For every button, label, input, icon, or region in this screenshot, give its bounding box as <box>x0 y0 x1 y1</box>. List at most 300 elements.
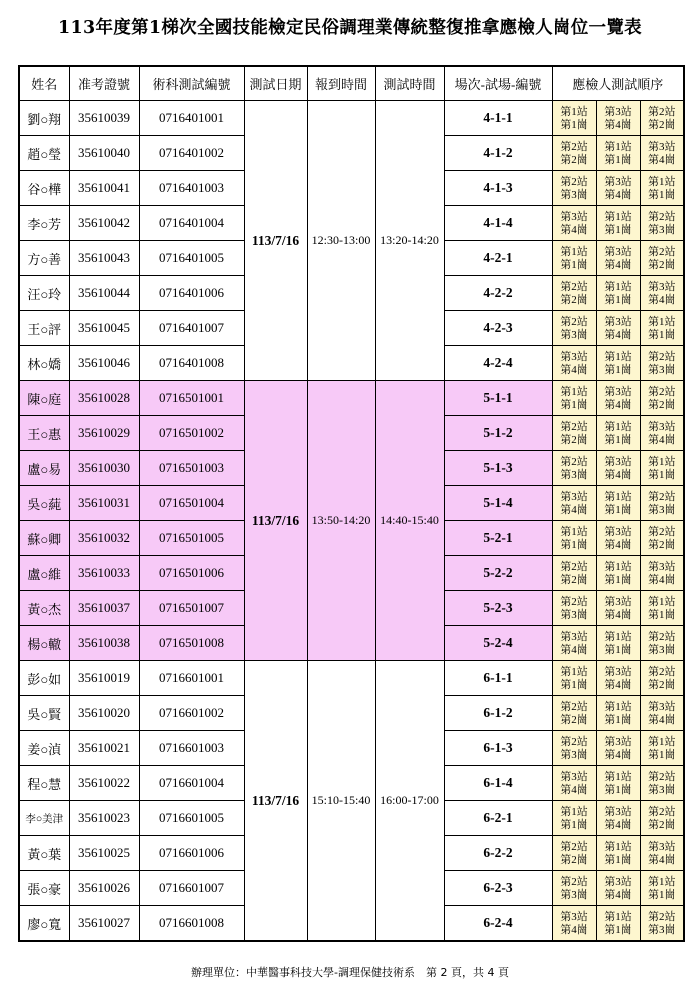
cell-test-code: 0716501003 <box>139 451 244 486</box>
cell-checkin: 12:30-13:00 <box>307 101 375 381</box>
cell-ticket: 35610027 <box>69 906 139 942</box>
order-station: 第2站 <box>648 490 676 503</box>
order-station: 第2站 <box>560 315 588 328</box>
cell-order-1 <box>552 381 596 416</box>
cell-order-2 <box>596 871 640 906</box>
page-footer: 辦理單位：中華醫事科技大學-調理保健技術系 第 2 頁，共 4 頁 <box>191 966 509 979</box>
table-body <box>19 101 684 942</box>
cell-order-1 <box>552 486 596 521</box>
cell-name: 李○芳 <box>19 206 69 241</box>
order-station: 第1站 <box>560 245 588 258</box>
order-post: 第1崗 <box>604 363 632 376</box>
cell-ticket: 35610039 <box>69 101 139 136</box>
order-post: 第1崗 <box>604 223 632 236</box>
cell-site: 5-1-3 <box>444 451 552 486</box>
order-station: 第3站 <box>604 735 632 748</box>
cell-order-3 <box>640 871 684 906</box>
cell-ticket: 35610045 <box>69 311 139 346</box>
order-station: 第2站 <box>648 630 676 643</box>
order-station: 第2站 <box>648 770 676 783</box>
cell-name: 汪○玲 <box>19 276 69 311</box>
cell-site: 6-1-3 <box>444 731 552 766</box>
order-station: 第3站 <box>604 175 632 188</box>
order-post: 第1崗 <box>560 678 588 691</box>
cell-site: 6-2-1 <box>444 801 552 836</box>
cell-site: 6-1-1 <box>444 661 552 696</box>
cell-ticket: 35610033 <box>69 556 139 591</box>
cell-site: 5-2-3 <box>444 591 552 626</box>
order-station: 第3站 <box>560 630 588 643</box>
cell-order-2 <box>596 171 640 206</box>
order-station: 第2站 <box>648 210 676 223</box>
cell-test-code: 0716401003 <box>139 171 244 206</box>
cell-test-time: 13:20-14:20 <box>375 101 444 381</box>
cell-name: 王○惠 <box>19 416 69 451</box>
cell-order-2 <box>596 626 640 661</box>
order-post: 第1崗 <box>560 538 588 551</box>
order-station: 第2站 <box>648 805 676 818</box>
order-station: 第1站 <box>604 490 632 503</box>
order-post: 第2崗 <box>560 293 588 306</box>
order-station: 第2站 <box>648 105 676 118</box>
cell-date: 113/7/16 <box>244 101 307 381</box>
order-post: 第1崗 <box>604 153 632 166</box>
order-station: 第2站 <box>560 140 588 153</box>
order-post: 第3崗 <box>560 608 588 621</box>
order-station: 第1站 <box>648 455 676 468</box>
cell-name: 李○美津 <box>19 801 69 836</box>
order-post: 第1崗 <box>604 573 632 586</box>
cell-ticket: 35610043 <box>69 241 139 276</box>
cell-site: 5-2-4 <box>444 626 552 661</box>
cell-order-2 <box>596 696 640 731</box>
cell-test-code: 0716401007 <box>139 311 244 346</box>
cell-order-3 <box>640 696 684 731</box>
cell-order-1 <box>552 556 596 591</box>
cell-order-2 <box>596 486 640 521</box>
order-post: 第4崗 <box>648 573 676 586</box>
cell-order-3 <box>640 451 684 486</box>
order-station: 第3站 <box>560 210 588 223</box>
cell-checkin: 13:50-14:20 <box>307 381 375 661</box>
cell-ticket: 35610021 <box>69 731 139 766</box>
order-post: 第2崗 <box>648 678 676 691</box>
order-station: 第3站 <box>648 420 676 433</box>
order-post: 第4崗 <box>604 258 632 271</box>
order-post: 第3崗 <box>560 748 588 761</box>
cell-site: 4-1-3 <box>444 171 552 206</box>
cell-order-3 <box>640 626 684 661</box>
cell-site: 5-2-1 <box>444 521 552 556</box>
cell-test-code: 0716601008 <box>139 906 244 942</box>
cell-name: 趙○瑩 <box>19 136 69 171</box>
table-row <box>19 101 684 136</box>
order-post: 第4崗 <box>560 783 588 796</box>
cell-order-1 <box>552 661 596 696</box>
cell-order-1 <box>552 836 596 871</box>
order-station: 第1站 <box>648 735 676 748</box>
order-post: 第1崗 <box>648 888 676 901</box>
cell-ticket: 35610038 <box>69 626 139 661</box>
cell-test-code: 0716601002 <box>139 696 244 731</box>
cell-order-1 <box>552 591 596 626</box>
order-post: 第3崗 <box>648 363 676 376</box>
cell-ticket: 35610023 <box>69 801 139 836</box>
order-station: 第2站 <box>560 875 588 888</box>
cell-ticket: 35610030 <box>69 451 139 486</box>
cell-checkin: 15:10-15:40 <box>307 661 375 942</box>
order-station: 第3站 <box>604 385 632 398</box>
cell-order-3 <box>640 311 684 346</box>
cell-ticket: 35610019 <box>69 661 139 696</box>
cell-order-1 <box>552 521 596 556</box>
cell-ticket: 35610029 <box>69 416 139 451</box>
order-post: 第4崗 <box>648 433 676 446</box>
order-post: 第4崗 <box>648 853 676 866</box>
order-post: 第4崗 <box>648 153 676 166</box>
cell-name: 林○嬌 <box>19 346 69 381</box>
order-post: 第1崗 <box>604 643 632 656</box>
table-row <box>19 381 684 416</box>
cell-date: 113/7/16 <box>244 661 307 942</box>
cell-test-code: 0716601005 <box>139 801 244 836</box>
cell-order-3 <box>640 906 684 942</box>
order-post: 第4崗 <box>648 293 676 306</box>
cell-order-1 <box>552 311 596 346</box>
cell-order-3 <box>640 766 684 801</box>
cell-order-3 <box>640 136 684 171</box>
schedule-table-wrapper <box>18 65 685 942</box>
header-date: 測試日期 <box>244 66 307 101</box>
order-station: 第1站 <box>560 665 588 678</box>
order-station: 第3站 <box>604 595 632 608</box>
order-post: 第1崗 <box>604 853 632 866</box>
order-post: 第1崗 <box>648 188 676 201</box>
header-checkin: 報到時間 <box>307 66 375 101</box>
cell-name: 吳○蒓 <box>19 486 69 521</box>
cell-order-1 <box>552 276 596 311</box>
cell-name: 彭○如 <box>19 661 69 696</box>
cell-order-3 <box>640 206 684 241</box>
order-post: 第2崗 <box>560 853 588 866</box>
order-station: 第1站 <box>604 140 632 153</box>
order-station: 第2站 <box>648 245 676 258</box>
cell-order-3 <box>640 171 684 206</box>
order-post: 第1崗 <box>604 713 632 726</box>
cell-name: 王○評 <box>19 311 69 346</box>
cell-site: 4-2-2 <box>444 276 552 311</box>
cell-test-code: 0716501007 <box>139 591 244 626</box>
order-station: 第2站 <box>560 455 588 468</box>
cell-test-code: 0716501002 <box>139 416 244 451</box>
order-post: 第4崗 <box>648 713 676 726</box>
cell-order-3 <box>640 486 684 521</box>
cell-site: 4-2-4 <box>444 346 552 381</box>
cell-order-3 <box>640 661 684 696</box>
order-station: 第1站 <box>648 175 676 188</box>
cell-date: 113/7/16 <box>244 381 307 661</box>
order-post: 第3崗 <box>648 223 676 236</box>
order-station: 第3站 <box>604 875 632 888</box>
cell-site: 6-1-2 <box>444 696 552 731</box>
order-station: 第3站 <box>648 700 676 713</box>
order-station: 第3站 <box>604 665 632 678</box>
order-station: 第3站 <box>560 910 588 923</box>
order-station: 第2站 <box>560 280 588 293</box>
order-station: 第1站 <box>560 105 588 118</box>
order-station: 第3站 <box>560 350 588 363</box>
order-station: 第2站 <box>560 840 588 853</box>
order-post: 第1崗 <box>560 258 588 271</box>
cell-site: 4-1-4 <box>444 206 552 241</box>
cell-order-1 <box>552 451 596 486</box>
order-post: 第2崗 <box>648 818 676 831</box>
order-station: 第3站 <box>648 560 676 573</box>
order-station: 第3站 <box>604 525 632 538</box>
cell-ticket: 35610046 <box>69 346 139 381</box>
cell-order-1 <box>552 101 596 136</box>
order-post: 第2崗 <box>560 153 588 166</box>
order-station: 第1站 <box>560 805 588 818</box>
cell-order-2 <box>596 661 640 696</box>
order-station: 第1站 <box>560 525 588 538</box>
cell-site: 4-2-3 <box>444 311 552 346</box>
order-station: 第2站 <box>560 595 588 608</box>
cell-ticket: 35610044 <box>69 276 139 311</box>
cell-name: 方○善 <box>19 241 69 276</box>
order-post: 第4崗 <box>604 538 632 551</box>
cell-name: 程○慧 <box>19 766 69 801</box>
cell-test-code: 0716601003 <box>139 731 244 766</box>
cell-test-code: 0716401006 <box>139 276 244 311</box>
cell-order-3 <box>640 276 684 311</box>
order-post: 第4崗 <box>560 223 588 236</box>
order-post: 第4崗 <box>560 363 588 376</box>
order-station: 第1站 <box>604 840 632 853</box>
order-station: 第3站 <box>648 280 676 293</box>
cell-site: 6-1-4 <box>444 766 552 801</box>
order-post: 第4崗 <box>604 468 632 481</box>
order-post: 第2崗 <box>560 713 588 726</box>
cell-order-2 <box>596 766 640 801</box>
cell-order-2 <box>596 206 640 241</box>
cell-order-2 <box>596 556 640 591</box>
order-post: 第2崗 <box>648 398 676 411</box>
cell-test-code: 0716601006 <box>139 836 244 871</box>
cell-ticket: 35610040 <box>69 136 139 171</box>
cell-order-2 <box>596 416 640 451</box>
cell-test-code: 0716401004 <box>139 206 244 241</box>
order-station: 第1站 <box>604 630 632 643</box>
cell-order-2 <box>596 906 640 942</box>
cell-test-code: 0716501005 <box>139 521 244 556</box>
order-station: 第1站 <box>604 560 632 573</box>
cell-site: 5-1-4 <box>444 486 552 521</box>
cell-order-2 <box>596 591 640 626</box>
cell-name: 廖○寬 <box>19 906 69 942</box>
cell-test-code: 0716501008 <box>139 626 244 661</box>
cell-test-code: 0716601007 <box>139 871 244 906</box>
cell-name: 劉○翔 <box>19 101 69 136</box>
order-station: 第1站 <box>560 385 588 398</box>
order-station: 第2站 <box>648 525 676 538</box>
cell-order-3 <box>640 416 684 451</box>
order-post: 第3崗 <box>648 923 676 936</box>
order-post: 第1崗 <box>648 748 676 761</box>
cell-site: 5-1-2 <box>444 416 552 451</box>
cell-site: 4-1-2 <box>444 136 552 171</box>
table-header-row <box>19 66 684 101</box>
header-name: 姓名 <box>19 66 69 101</box>
order-station: 第3站 <box>604 455 632 468</box>
order-station: 第1站 <box>648 875 676 888</box>
order-station: 第3站 <box>604 805 632 818</box>
order-post: 第1崗 <box>604 433 632 446</box>
cell-order-1 <box>552 871 596 906</box>
order-post: 第4崗 <box>560 503 588 516</box>
order-station: 第3站 <box>604 245 632 258</box>
cell-test-code: 0716601004 <box>139 766 244 801</box>
cell-test-code: 0716401002 <box>139 136 244 171</box>
order-post: 第2崗 <box>560 573 588 586</box>
order-post: 第4崗 <box>604 118 632 131</box>
cell-order-2 <box>596 241 640 276</box>
cell-order-3 <box>640 556 684 591</box>
cell-order-3 <box>640 241 684 276</box>
order-station: 第1站 <box>604 770 632 783</box>
order-station: 第2站 <box>648 385 676 398</box>
order-post: 第3崗 <box>560 888 588 901</box>
cell-order-2 <box>596 731 640 766</box>
cell-order-1 <box>552 241 596 276</box>
order-post: 第3崗 <box>648 503 676 516</box>
cell-test-time: 16:00-17:00 <box>375 661 444 942</box>
order-post: 第1崗 <box>604 783 632 796</box>
cell-order-1 <box>552 731 596 766</box>
order-station: 第1站 <box>648 315 676 328</box>
cell-name: 盧○易 <box>19 451 69 486</box>
cell-name: 黃○葉 <box>19 836 69 871</box>
cell-order-2 <box>596 311 640 346</box>
cell-name: 黃○杰 <box>19 591 69 626</box>
cell-site: 5-1-1 <box>444 381 552 416</box>
header-site: 場次-試場-編號 <box>444 66 552 101</box>
cell-order-2 <box>596 451 640 486</box>
order-station: 第1站 <box>604 280 632 293</box>
cell-order-2 <box>596 276 640 311</box>
cell-test-code: 0716501006 <box>139 556 244 591</box>
order-station: 第3站 <box>604 105 632 118</box>
cell-order-2 <box>596 381 640 416</box>
order-station: 第2站 <box>560 560 588 573</box>
order-post: 第1崗 <box>604 503 632 516</box>
order-station: 第3站 <box>560 770 588 783</box>
cell-test-time: 14:40-15:40 <box>375 381 444 661</box>
order-station: 第2站 <box>560 700 588 713</box>
cell-order-1 <box>552 696 596 731</box>
order-station: 第1站 <box>604 700 632 713</box>
order-post: 第4崗 <box>604 818 632 831</box>
cell-order-2 <box>596 346 640 381</box>
cell-test-code: 0716401008 <box>139 346 244 381</box>
order-post: 第4崗 <box>604 398 632 411</box>
cell-name: 吳○賢 <box>19 696 69 731</box>
order-station: 第2站 <box>648 350 676 363</box>
order-station: 第3站 <box>648 140 676 153</box>
order-post: 第2崗 <box>560 433 588 446</box>
cell-ticket: 35610032 <box>69 521 139 556</box>
order-station: 第1站 <box>604 210 632 223</box>
order-post: 第4崗 <box>604 748 632 761</box>
cell-test-code: 0716501004 <box>139 486 244 521</box>
header-test-code: 術科測試編號 <box>139 66 244 101</box>
cell-site: 4-1-1 <box>444 101 552 136</box>
order-post: 第2崗 <box>648 118 676 131</box>
cell-order-3 <box>640 836 684 871</box>
cell-ticket: 35610025 <box>69 836 139 871</box>
cell-site: 6-2-4 <box>444 906 552 942</box>
cell-order-3 <box>640 346 684 381</box>
order-station: 第2站 <box>560 420 588 433</box>
cell-order-3 <box>640 101 684 136</box>
order-post: 第1崗 <box>560 118 588 131</box>
cell-ticket: 35610022 <box>69 766 139 801</box>
order-post: 第2崗 <box>648 258 676 271</box>
order-station: 第2站 <box>648 910 676 923</box>
order-post: 第4崗 <box>560 643 588 656</box>
cell-site: 6-2-2 <box>444 836 552 871</box>
order-post: 第4崗 <box>604 678 632 691</box>
header-order: 應檢人測試順序 <box>552 66 684 101</box>
cell-order-1 <box>552 906 596 942</box>
cell-name: 楊○轍 <box>19 626 69 661</box>
cell-name: 盧○維 <box>19 556 69 591</box>
cell-order-2 <box>596 521 640 556</box>
cell-ticket: 35610031 <box>69 486 139 521</box>
page-title: 113年度第1梯次全國技能檢定民俗調理業傳統整復推拿應檢人崗位一覽表 <box>58 18 642 38</box>
order-station: 第3站 <box>560 490 588 503</box>
order-station: 第2站 <box>560 175 588 188</box>
cell-test-code: 0716501001 <box>139 381 244 416</box>
cell-order-1 <box>552 626 596 661</box>
order-post: 第3崗 <box>560 468 588 481</box>
order-post: 第4崗 <box>604 188 632 201</box>
order-post: 第3崗 <box>560 188 588 201</box>
cell-site: 5-2-2 <box>444 556 552 591</box>
order-station: 第3站 <box>604 315 632 328</box>
order-post: 第1崗 <box>648 468 676 481</box>
order-post: 第4崗 <box>604 328 632 341</box>
cell-test-code: 0716601001 <box>139 661 244 696</box>
cell-name: 姜○湞 <box>19 731 69 766</box>
cell-order-2 <box>596 836 640 871</box>
order-post: 第1崗 <box>560 818 588 831</box>
schedule-table <box>18 65 685 942</box>
cell-name: 谷○樺 <box>19 171 69 206</box>
cell-order-3 <box>640 381 684 416</box>
cell-order-1 <box>552 346 596 381</box>
order-station: 第3站 <box>648 840 676 853</box>
cell-order-3 <box>640 591 684 626</box>
order-post: 第4崗 <box>604 608 632 621</box>
order-post: 第4崗 <box>560 923 588 936</box>
cell-test-code: 0716401001 <box>139 101 244 136</box>
cell-ticket: 35610026 <box>69 871 139 906</box>
cell-order-3 <box>640 731 684 766</box>
order-post: 第1崗 <box>604 923 632 936</box>
cell-order-1 <box>552 171 596 206</box>
cell-name: 陳○庭 <box>19 381 69 416</box>
